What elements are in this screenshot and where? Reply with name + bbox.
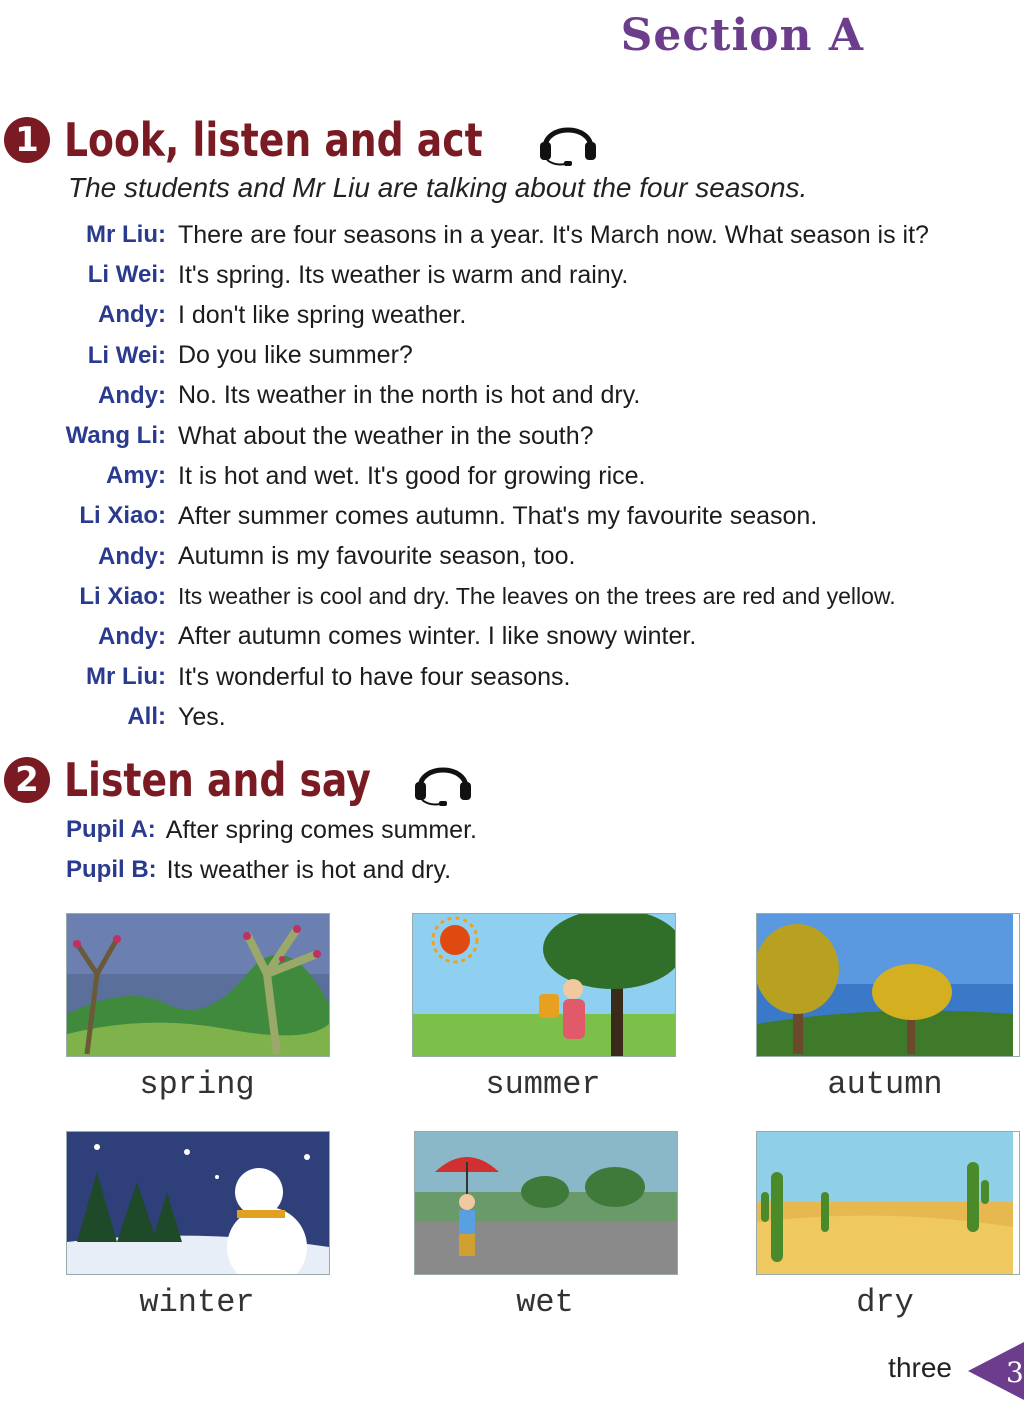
speaker-name: Li Wei: <box>87 341 166 369</box>
speaker-name: Wang Li: <box>65 422 166 450</box>
speaker-name: Pupil A: <box>66 816 156 843</box>
dialogue-line <box>0 416 929 456</box>
dialogue-text: Its weather is hot and dry. <box>166 855 452 884</box>
page-number: 3 <box>1006 1356 1024 1389</box>
dialogue-line <box>0 456 929 496</box>
activity-1-intro: The students and Mr Liu are talking about the four seasons. <box>68 172 808 203</box>
activity-2-title: Listen and say <box>64 753 371 807</box>
dialogue-text: It's spring. Its weather is warm and rainy. <box>178 260 629 289</box>
activity-1-title: Look, listen and act <box>64 113 483 167</box>
dialogue-text: It's wonderful to have four seasons. <box>178 662 571 691</box>
speaker-name: All: <box>127 703 166 731</box>
page-word: three <box>888 1352 952 1383</box>
dialogue-line <box>0 657 929 697</box>
dialogue-text: Its weather is cool and dry. The leaves on the trees are red and yellow. <box>178 583 896 610</box>
dialogue-text: After autumn comes winter. I like snowy winter. <box>178 622 697 651</box>
dialogue-line <box>0 577 929 617</box>
dialogue <box>0 215 929 737</box>
dialogue-text: Yes. <box>178 702 226 731</box>
dry-picture <box>756 1131 1020 1275</box>
spring-caption: spring <box>139 1066 255 1103</box>
winter-picture <box>66 1131 330 1275</box>
dialogue-line <box>0 295 929 335</box>
pupil-dialogue <box>66 810 477 890</box>
dialogue-line <box>0 376 929 416</box>
speaker-name: Mr Liu: <box>86 663 166 691</box>
dialogue-text: After spring comes summer. <box>165 815 477 844</box>
dialogue-text: I don't like spring weather. <box>178 300 467 329</box>
dialogue-line <box>0 496 929 536</box>
speaker-name: Pupil B: <box>66 856 157 883</box>
wet-caption: wet <box>516 1284 574 1321</box>
summer-caption: summer <box>485 1066 601 1103</box>
dialogue-text: No. Its weather in the north is hot and dry. <box>178 381 641 410</box>
dialogue-line <box>0 537 929 577</box>
dialogue-line <box>66 810 477 850</box>
dialogue-text: What about the weather in the south? <box>178 421 594 450</box>
dialogue-line <box>0 336 929 376</box>
section-title: Section A <box>620 10 864 61</box>
speaker-name: Mr Liu: <box>86 221 166 249</box>
speaker-name: Amy: <box>105 462 166 490</box>
headphones-icon[interactable] <box>410 752 476 808</box>
autumn-picture <box>756 913 1020 1057</box>
speaker-name: Andy: <box>98 542 166 570</box>
summer-picture <box>412 913 676 1057</box>
dialogue-line <box>0 255 929 295</box>
dialogue-text: After summer comes autumn. That's my favourite season. <box>178 501 818 530</box>
autumn-caption: autumn <box>827 1066 943 1103</box>
speaker-name: Andy: <box>98 301 166 329</box>
speaker-name: Li Wei: <box>87 261 166 289</box>
dry-caption: dry <box>856 1284 914 1321</box>
activity-1-number: 1 <box>4 117 50 163</box>
dialogue-text: There are four seasons in a year. It's March now. What season is it? <box>178 220 929 249</box>
dialogue-text: Autumn is my favourite season, too. <box>178 542 576 571</box>
winter-caption: winter <box>139 1284 255 1321</box>
speaker-name: Li Xiao: <box>79 502 166 530</box>
wet-picture <box>414 1131 678 1275</box>
triangle-tab-icon <box>968 1342 1024 1400</box>
dialogue-line <box>0 697 929 737</box>
speaker-name: Andy: <box>98 381 166 409</box>
speaker-name: Li Xiao: <box>79 582 166 610</box>
dialogue-text: It is hot and wet. It's good for growing rice. <box>178 461 646 490</box>
dialogue-line <box>0 215 929 255</box>
activity-1-heading <box>4 112 601 168</box>
activity-2-heading <box>4 752 476 808</box>
speaker-name: Andy: <box>98 622 166 650</box>
spring-picture <box>66 913 330 1057</box>
headphones-icon[interactable] <box>535 112 601 168</box>
dialogue-line <box>66 850 477 890</box>
dialogue-text: Do you like summer? <box>178 341 413 370</box>
activity-2-number: 2 <box>4 757 50 803</box>
dialogue-line <box>0 617 929 657</box>
